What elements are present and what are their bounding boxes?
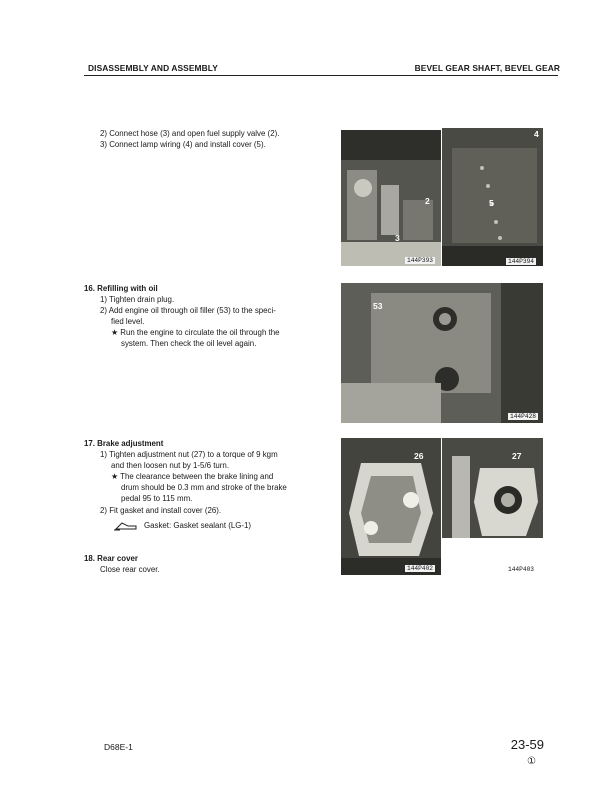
step-16-item-2-cont: fied level. [111, 317, 145, 326]
step-17-item-2: 2) Fit gasket and install cover (26). [100, 506, 222, 515]
gasket-spec: Gasket: Gasket sealant (LG-1) [144, 521, 252, 530]
photo-caption: 144P428 [510, 413, 536, 420]
step-16-title: 16. Refilling with oil [84, 284, 158, 293]
step-17-note: ★ The clearance between the brake lining and [111, 472, 274, 481]
callout-53: 53 [373, 301, 383, 311]
callout-26: 26 [414, 451, 424, 461]
step-18-title: 18. Rear cover [84, 554, 138, 563]
callout-27: 27 [512, 451, 522, 461]
model-number: D68E-1 [104, 742, 133, 752]
callout-3: 3 [395, 233, 400, 243]
step-17-item-1: 1) Tighten adjustment nut (27) to a torque of 9 kgm [100, 450, 278, 459]
photo-adjustment-nut [442, 438, 543, 538]
step-16-item-1: 1) Tighten drain plug. [100, 295, 175, 304]
photo-brake-cover [341, 438, 441, 575]
photo-lamp-wiring [442, 128, 543, 266]
step-17-note-cont-1: drum should be 0.3 mm and stroke of the brake [121, 483, 287, 492]
step-18-item: Close rear cover. [100, 565, 160, 574]
step-17-item-1-cont: and then loosen nut by 1-5/6 turn. [111, 461, 230, 470]
sealant-icon [114, 520, 138, 532]
step-17-note-cont-2: pedal 95 to 115 mm. [121, 494, 193, 503]
revision-mark: ① [527, 756, 536, 767]
step-15-item-2: 2) Connect hose (3) and open fuel supply valve (2). [100, 129, 280, 138]
photo-caption: 144P394 [508, 258, 534, 265]
callout-4: 4 [534, 129, 539, 139]
step-16-note: ★ Run the engine to circulate the oil through the [111, 328, 280, 337]
step-15-item-3: 3) Connect lamp wiring (4) and install cover (5). [100, 140, 266, 149]
section-title: DISASSEMBLY AND ASSEMBLY [88, 63, 218, 73]
chapter-title: BEVEL GEAR SHAFT, BEVEL GEAR [414, 63, 560, 73]
page-number: 23-59 [510, 737, 544, 752]
photo-caption: 144P403 [508, 566, 534, 573]
step-16-item-2: 2) Add engine oil through oil filler (53) to the speci- [100, 306, 276, 315]
callout-2: 2 [425, 196, 430, 206]
photo-caption: 144P402 [407, 565, 433, 572]
step-16-note-cont: system. Then check the oil level again. [121, 339, 257, 348]
callout-5: 5 [489, 198, 494, 208]
step-17-title: 17. Brake adjustment [84, 439, 164, 448]
photo-caption: 144P393 [407, 257, 433, 264]
header-rule [84, 75, 558, 76]
photo-oil-filler [341, 283, 543, 423]
